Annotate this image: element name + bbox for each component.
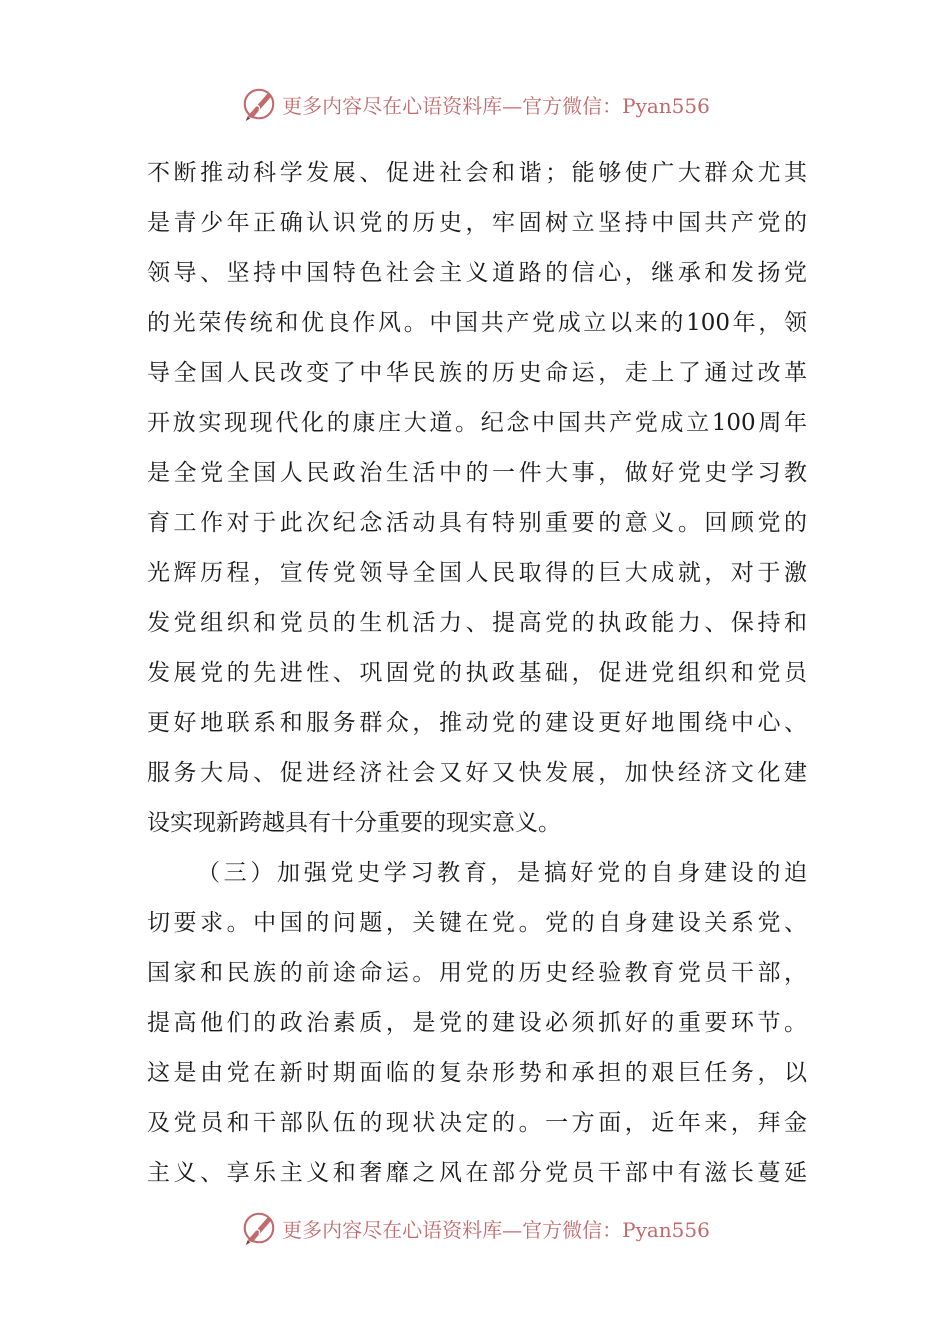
document-body <box>147 148 807 1198</box>
body-line: 不断推动科学发展、促进社会和谐；能够使广大群众尤其 <box>147 160 807 186</box>
body-line: 开放实现现代化的康庄大道。纪念中国共产党成立100周年 <box>147 410 807 436</box>
body-line: 的光荣传统和优良作风。中国共产党成立以来的100年，领 <box>147 310 807 336</box>
watermark-text: 更多内容尽在心语资料库—官方微信：Pyan556 <box>282 1217 710 1242</box>
body-line: 育工作对于此次纪念活动具有特别重要的意义。回顾党的 <box>147 510 807 536</box>
body-line: 光辉历程，宣传党领导全国人民取得的巨大成就，对于激 <box>147 560 807 586</box>
body-line: 更好地联系和服务群众，推动党的建设更好地围绕中心、 <box>147 710 807 736</box>
body-line: 提高他们的政治素质，是党的建设必须抓好的重要环节。 <box>147 1010 807 1036</box>
watermark-text: 更多内容尽在心语资料库—官方微信：Pyan556 <box>282 93 710 118</box>
body-line: 这是由党在新时期面临的复杂形势和承担的艰巨任务，以 <box>147 1060 807 1086</box>
body-line: 国家和民族的前途命运。用党的历史经验教育党员干部， <box>147 960 807 986</box>
body-line: 是全党全国人民政治生活中的一件大事，做好党史学习教 <box>147 460 807 486</box>
body-line: 导全国人民改变了中华民族的历史命运，走上了通过改革 <box>147 360 807 386</box>
pen-logo-icon <box>240 1209 278 1247</box>
body-line: 设实现新跨越具有十分重要的现实意义。 <box>147 810 561 836</box>
section-heading-line: （三）加强党史学习教育，是搞好党的自身建设的迫 <box>197 860 807 886</box>
body-line: 发党组织和党员的生机活力、提高党的执政能力、保持和 <box>147 610 807 636</box>
watermark-header <box>0 84 950 124</box>
body-line: 主义、享乐主义和奢靡之风在部分党员干部中有滋长蔓延 <box>147 1160 807 1186</box>
body-line: 及党员和干部队伍的现状决定的。一方面，近年来，拜金 <box>147 1110 807 1136</box>
pen-logo-icon <box>240 85 278 123</box>
body-line: 发展党的先进性、巩固党的执政基础，促进党组织和党员 <box>147 660 807 686</box>
watermark-footer <box>0 1208 950 1248</box>
body-line: 切要求。中国的问题，关键在党。党的自身建设关系党、 <box>147 910 807 936</box>
body-line: 服务大局、促进经济社会又好又快发展，加快经济文化建 <box>147 760 807 786</box>
body-line: 领导、坚持中国特色社会主义道路的信心，继承和发扬党 <box>147 260 807 286</box>
body-line: 是青少年正确认识党的历史，牢固树立坚持中国共产党的 <box>147 210 807 236</box>
